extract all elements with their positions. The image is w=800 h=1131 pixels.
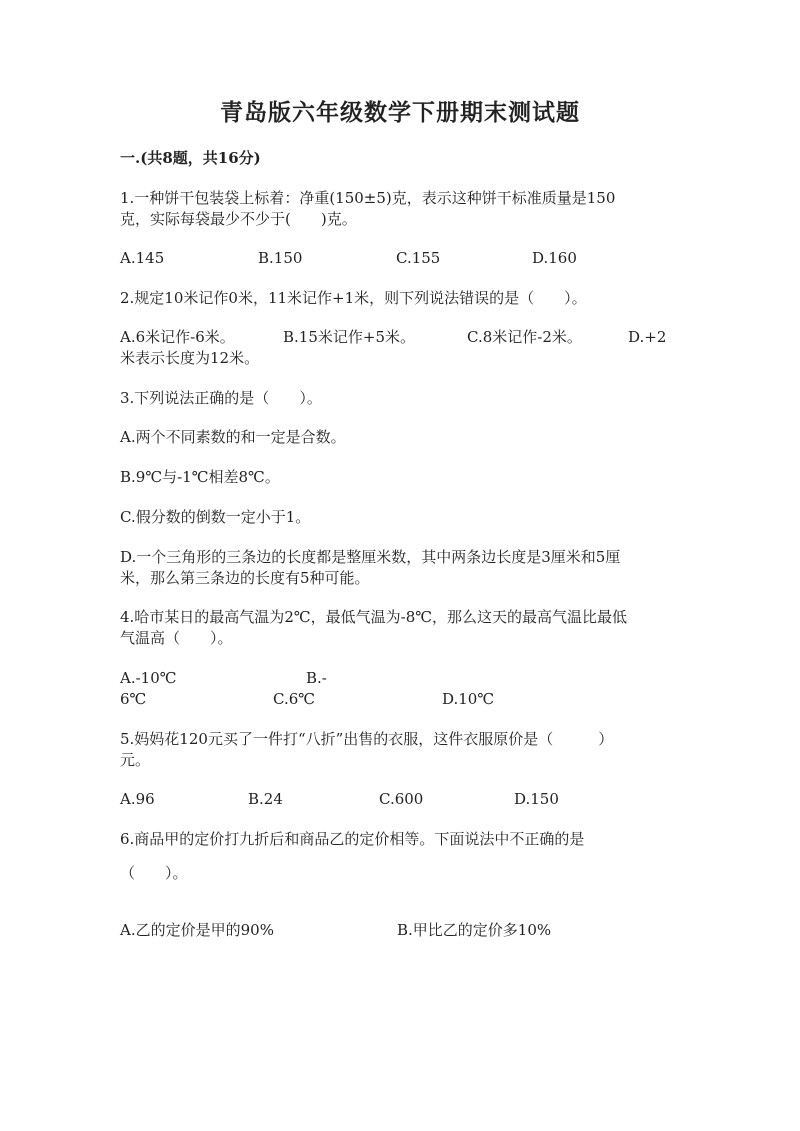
option-c: C.6℃ bbox=[273, 690, 316, 708]
option-b: B.15米记作+5米。 bbox=[283, 328, 415, 346]
question-stem-line: （ ）。 bbox=[120, 864, 188, 882]
option-d: D.一个三角形的三条边的长度都是整厘米数，其中两条边长度是3厘米和5厘 bbox=[120, 548, 621, 566]
option-c: C.8米记作-2米。 bbox=[467, 328, 582, 346]
page-title: 青岛版六年级数学下册期末测试题 bbox=[220, 99, 580, 126]
question-stem-line: 6.商品甲的定价打九折后和商品乙的定价相等。下面说法中不正确的是 bbox=[120, 830, 585, 848]
option-d: D.150 bbox=[514, 790, 559, 808]
option-b: B.9℃与-1℃相差8℃。 bbox=[120, 468, 280, 486]
option-d-continued: 米表示长度为12米。 bbox=[120, 349, 260, 367]
option-a: A.-10℃ bbox=[120, 669, 177, 687]
question-stem-line: 2.规定10米记作0米，11米记作+1米，则下列说法错误的是（ ）。 bbox=[120, 289, 587, 307]
option-a: A.96 bbox=[120, 790, 155, 808]
option-a: A.两个不同素数的和一定是合数。 bbox=[120, 428, 346, 446]
option-c: C.假分数的倒数一定小于1。 bbox=[120, 508, 311, 526]
option-b: B.24 bbox=[248, 790, 283, 808]
option-a: A.6米记作-6米。 bbox=[120, 328, 235, 346]
question-stem-line: 1.一种饼干包装袋上标着：净重(150±5)克，表示这种饼干标准质量是150 bbox=[120, 189, 616, 207]
option-d: D.160 bbox=[532, 249, 577, 267]
option-c: C.155 bbox=[396, 249, 441, 267]
question-stem-line: 4.哈市某日的最高气温为2℃，最低气温为-8℃，那么这天的最高气温比最低 bbox=[120, 608, 628, 626]
question-stem-line: 5.妈妈花120元买了一件打“八折”出售的衣服，这件衣服原价是（ ） bbox=[120, 730, 614, 748]
question-stem-line: 气温高（ ）。 bbox=[120, 629, 233, 647]
option-c: C.600 bbox=[379, 790, 424, 808]
section-heading: 一.(共8题，共16分) bbox=[120, 149, 261, 167]
option-b: B.- bbox=[306, 669, 327, 687]
option-b-continued: 6℃ bbox=[120, 690, 147, 708]
question-stem-line: 克，实际每袋最少不少于( )克。 bbox=[120, 210, 357, 228]
question-stem-line: 3.下列说法正确的是（ ）。 bbox=[120, 389, 322, 407]
question-stem-line: 元。 bbox=[120, 751, 151, 769]
option-a: A.145 bbox=[120, 249, 165, 267]
option-a: A.乙的定价是甲的90% bbox=[120, 921, 274, 939]
option-d-continued: 米，那么第三条边的长度有5种可能。 bbox=[120, 569, 370, 587]
option-b: B.150 bbox=[258, 249, 303, 267]
option-d: D.+2 bbox=[628, 328, 667, 346]
option-d: D.10℃ bbox=[442, 690, 495, 708]
option-b: B.甲比乙的定价多10% bbox=[397, 921, 552, 939]
